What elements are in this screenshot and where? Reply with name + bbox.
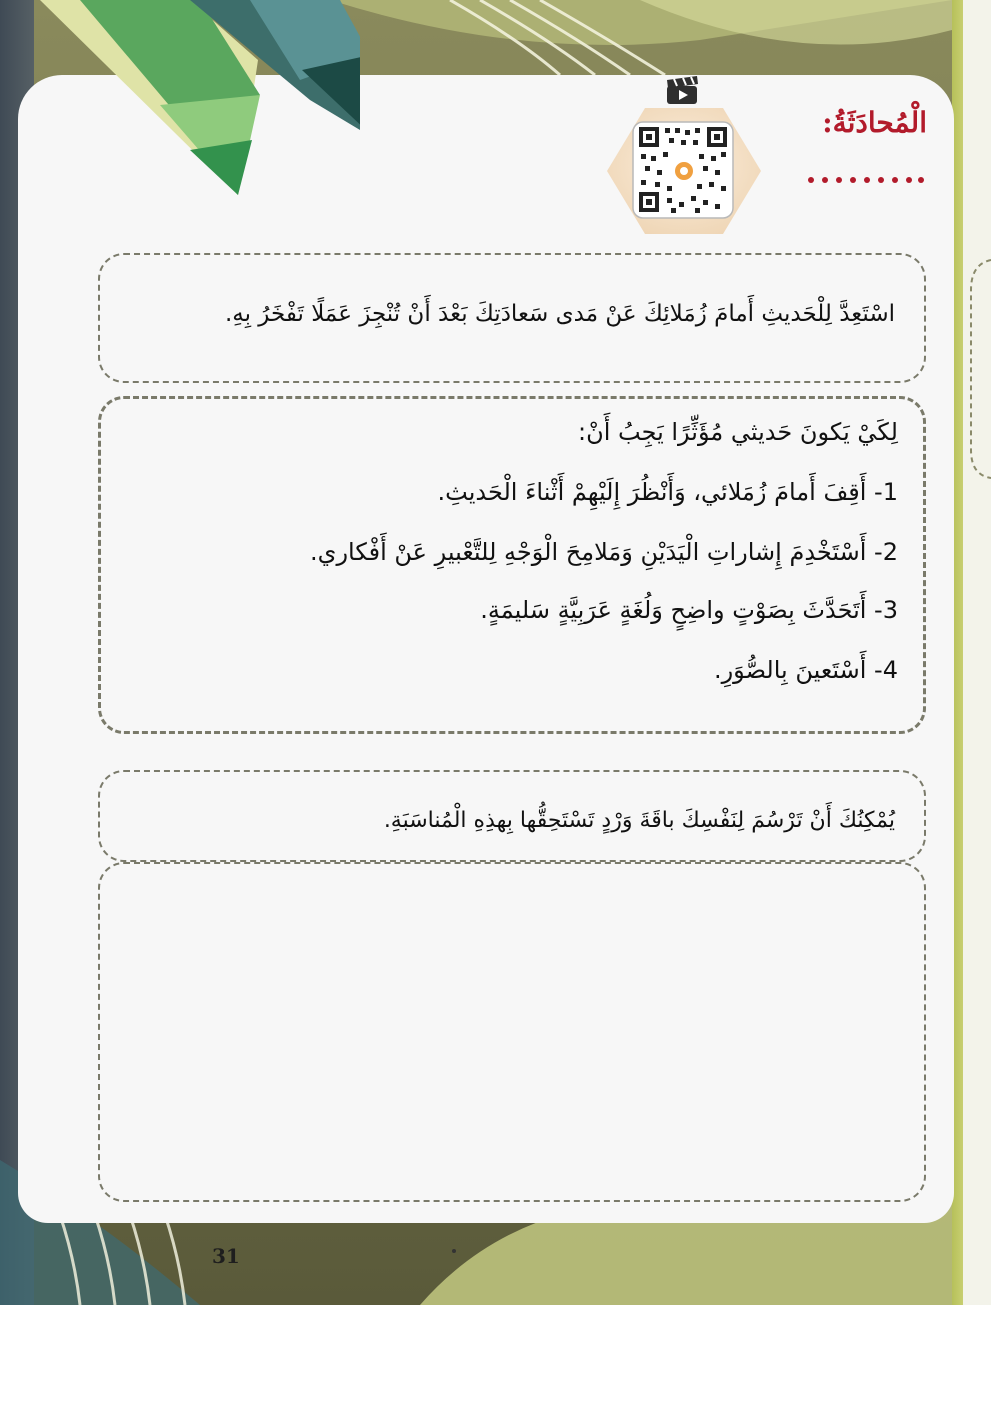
drawing-area[interactable] bbox=[98, 862, 926, 1202]
tip-item-4: 4- أَسْتَعينَ بِالصُّوَرِ. bbox=[713, 656, 898, 684]
next-page-edge bbox=[963, 0, 991, 1305]
intro-text: اسْتَعِدَّ لِلْحَديثِ أَمامَ زُمَلائِكَ عَنْ مَدى سَعادَتِكَ بَعْدَ أَنْ تُنْجِزَ عَمَلًا تَفْخَرُ بِهِ. bbox=[224, 301, 895, 327]
page-bottom-margin bbox=[0, 1305, 991, 1401]
qr-code-icon[interactable] bbox=[605, 100, 763, 242]
next-page-box-edge bbox=[963, 250, 991, 500]
footer-dot bbox=[452, 1249, 456, 1253]
tip-item-1: 1- أَقِفَ أَمامَ زُمَلائي، وَأَنْظُرَ إِلَيْهِمْ أَثْناءَ الْحَديثِ. bbox=[437, 478, 898, 506]
section-title: الْمُحادَثَةُ: bbox=[822, 106, 927, 139]
video-clapper-icon[interactable] bbox=[664, 76, 702, 106]
page-number: 31 bbox=[212, 1244, 240, 1268]
tip-item-3: 3- أَتَحَدَّثَ بِصَوْتٍ واضِحٍ وَلُغَةٍ عَرَبِيَّةٍ سَليمَةٍ. bbox=[480, 596, 898, 624]
tips-intro: لِكَيْ يَكونَ حَديثي مُؤَثِّرًا يَجِبُ أَنْ: bbox=[578, 418, 898, 446]
pencils-decoration bbox=[40, 0, 360, 205]
title-dotted-underline bbox=[805, 170, 925, 190]
tip-item-2: 2- أَسْتَخْدِمَ إِشاراتِ الْيَدَيْنِ وَمَلامِحَ الْوَجْهِ لِلتَّعْبيرِ عَنْ أَفْكاري. bbox=[310, 538, 898, 566]
drawing-prompt: يُمْكِنُكَ أَنْ تَرْسُمَ لِنَفْسِكَ باقَةَ وَرْدٍ تَسْتَحِقُّها بِهذِهِ الْمُناسَبَةِ. bbox=[383, 808, 895, 833]
